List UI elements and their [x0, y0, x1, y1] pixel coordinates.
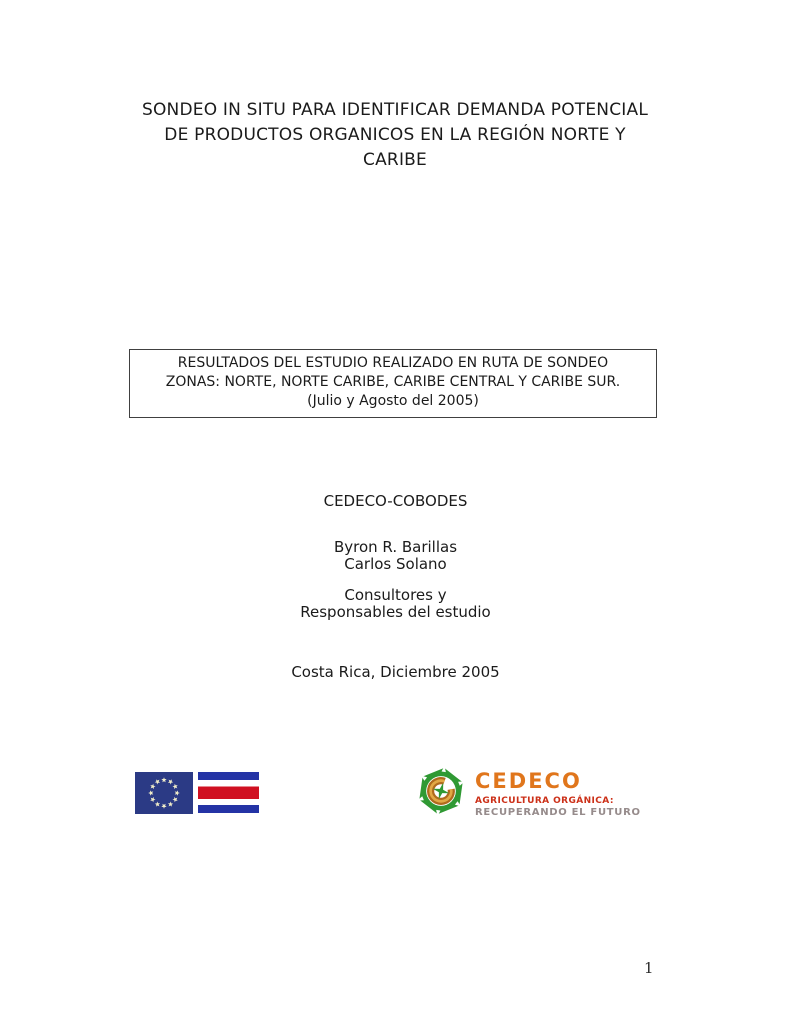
role-block [0, 587, 791, 621]
role-line: Responsables del estudio [300, 603, 491, 621]
author-name: Carlos Solano [344, 555, 447, 573]
subtitle-box [129, 349, 657, 418]
cedeco-logo-icon [414, 763, 468, 819]
funder-flags [135, 772, 259, 814]
author-name: Byron R. Barillas [333, 538, 458, 556]
organization-name: CEDECO-COBODES [323, 492, 468, 510]
role-line: Consultores y [344, 586, 447, 604]
subtitle-line: ZONAS: NORTE, NORTE CARIBE, CARIBE CENTRAL Y CARIBE SUR. [165, 374, 621, 390]
cedeco-tagline-line2: RECUPERANDO EL FUTURO [475, 807, 641, 818]
authors-block [0, 539, 791, 573]
cedeco-tagline-line1: AGRICULTURA ORGÁNICA: [475, 796, 614, 806]
subtitle-line: RESULTADOS DEL ESTUDIO REALIZADO EN RUTA DE SONDEO [177, 355, 609, 371]
cedeco-wordmark-block [475, 763, 641, 818]
place-date: Costa Rica, Diciembre 2005 [291, 663, 500, 681]
title-line: CARIBE [363, 150, 427, 170]
title-line: SONDEO IN SITU PARA IDENTIFICAR DEMANDA POTENCIAL [141, 100, 649, 120]
cedeco-wordmark: CEDECO [475, 769, 582, 793]
cedeco-logo [414, 763, 641, 819]
document-title [105, 98, 685, 173]
title-line: DE PRODUCTOS ORGANICOS EN LA REGIÓN NORTE Y [164, 125, 626, 145]
subtitle-line: (Julio y Agosto del 2005) [307, 393, 479, 409]
eu-flag [135, 772, 193, 814]
page-number: 1 [644, 959, 654, 977]
costa-rica-flag [198, 772, 259, 813]
